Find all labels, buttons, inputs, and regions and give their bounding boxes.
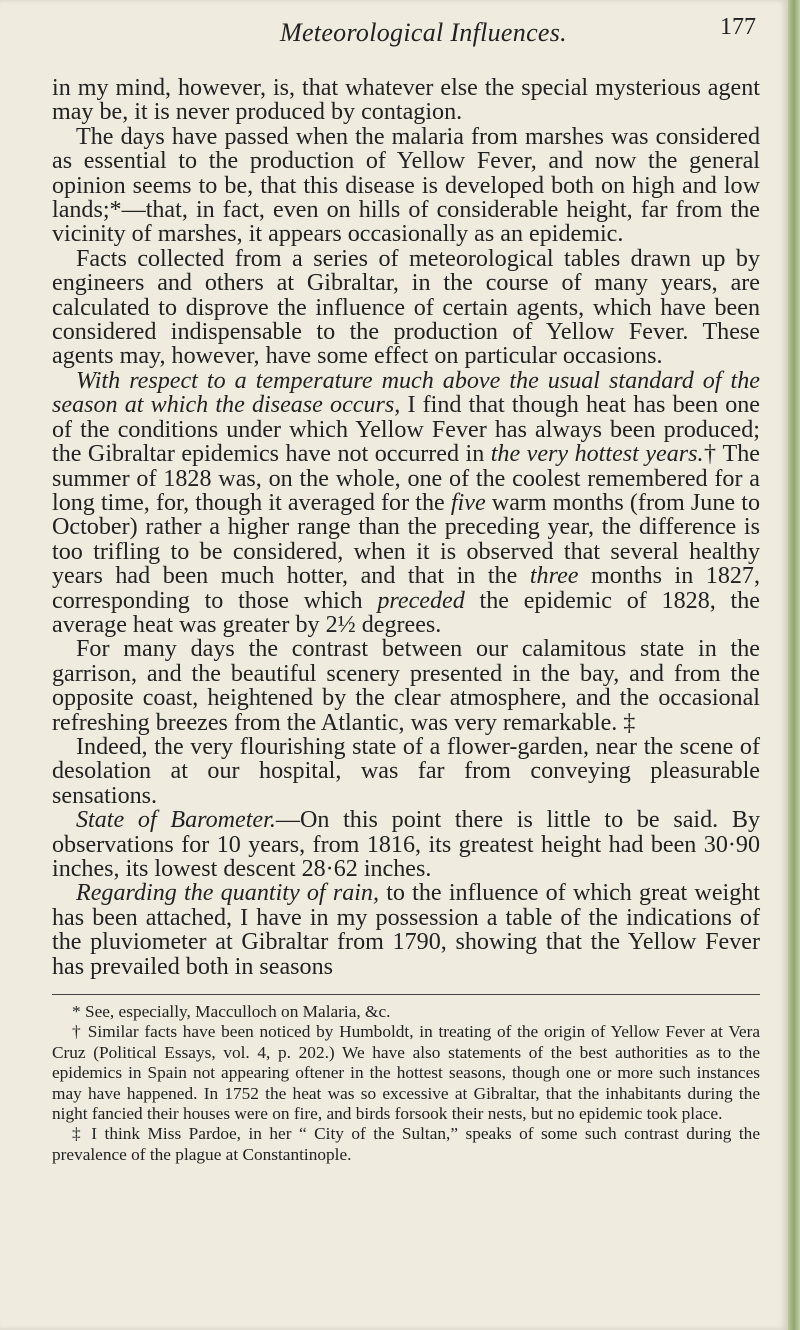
running-title: Meteorological Influences. [280,18,567,47]
paragraph-temperature [52,369,760,637]
paragraph-text: the epidemic of 1828, the average heat was greater by 2½ degrees. [52,587,760,638]
paragraph-text: For many days the contrast between our calamitous state in the garrison, and the beautiful scenery presented in the bay, and from the opposite coast, heightened by the clear atmosphere, and the occasional refreshing breezes from the Atlantic, was very remarkable. ‡ [52,636,760,736]
paragraph-barometer [52,808,760,881]
paragraph-text: The days have passed when the malaria from marshes was considered as essential to the production of Yellow Fever, and now the general opinion seems to be, that this disease is developed both on high and low lands;*—that, in fact, even on hills of considerable height, far from the vicinity of marshes, it appears occasionally as an epidemic. [52,123,760,248]
footnote-3: ‡ I think Miss Pardoe, in her “ City of the Sultan,” speaks of some such contrast during the prevalence of the plague at Constantinople. [52,1124,760,1164]
italic-word: five [450,489,486,516]
paragraph-text: I find that though heat has been one of the conditions under which Yellow Fever has always been produced; the Gibraltar epidemics have not occurred in [52,392,760,468]
italic-phrase: the very hottest years. [490,441,704,468]
footnotes [52,1002,760,1165]
body-text [52,76,760,979]
footnote-rule [52,994,760,995]
page-number: 177 [720,14,756,40]
paragraph-text: † The summer of 1828 was, on the whole, one of the coolest remembered for a long time, for, though it averaged for the [52,441,760,516]
page-header [0,14,788,58]
paragraph-contagion [52,76,760,125]
paragraph-text: Indeed, the very flourishing state of a flower-garden, near the scene of desolation at our hospital, was far from conveying pleasurable sensations. [52,733,760,809]
paragraph-garden [52,735,760,808]
italic-heading: Regarding the quantity of rain, [76,880,380,907]
paragraph-text: warm months (from June to October) rather a higher range than the preceding year, the difference is too trifling to be considered, when it is observed that several healthy years had been much hotter, and that in the [52,489,760,590]
footnote-1: * See, especially, Macculloch on Malaria, &c. [72,1002,391,1021]
paragraph-text: Facts collected from a series of meteorological tables drawn up by engineers and others at Gibraltar, in the course of many years, are calculated to disprove the influence of certain agents, which have been considered indispensable to the production of Yellow Fever. These agents may, however, have some effect on particular occasions. [52,245,760,370]
page-edge [788,0,800,1330]
paragraph-text: —On this point there is little to be said. By observations for 10 years, from 1816, its greatest height had been 30·90 inches, its lowest descent 28·62 inches. [52,807,760,882]
paragraph-text: months in 1827, corresponding to those which [52,563,760,614]
italic-heading: State of Barometer. [76,807,276,834]
paragraph-facts [52,247,760,369]
italic-word: three [529,563,579,590]
paragraph-text: to the influence of which great weight has been attached, I have in my possession a table of the indications of the pluviometer at Gibraltar from 1790, showing that the Yellow Fever has prevailed both in seasons [52,880,761,980]
paragraph-contrast [52,637,760,735]
italic-word: preceded [377,587,465,614]
paragraph-text: in my mind, however, is, that whatever else the special mysterious agent may be, it is never produced by contagion. [52,75,760,126]
footnote-2: † Similar facts have been noticed by Humboldt, in treating of the origin of Yellow Fever at Vera Cruz (Political Essays, vol. 4, p. 202.) We have also statements of the best authorities as to the epidemics in Spain not appearing oftener in the hottest seasons, though one or more such instances may have happened. In 1752 the heat was so excessive at Gibraltar, that the inhabitants during the night fancied their houses were on fire, and birds forsook their nests, but no epidemic took place. [52,1022,760,1124]
paragraph-rain [52,881,760,979]
italic-heading: With respect to a temperature much above the usual standard of the season at which the disease occurs, [52,367,760,419]
paragraph-malaria [52,125,760,247]
